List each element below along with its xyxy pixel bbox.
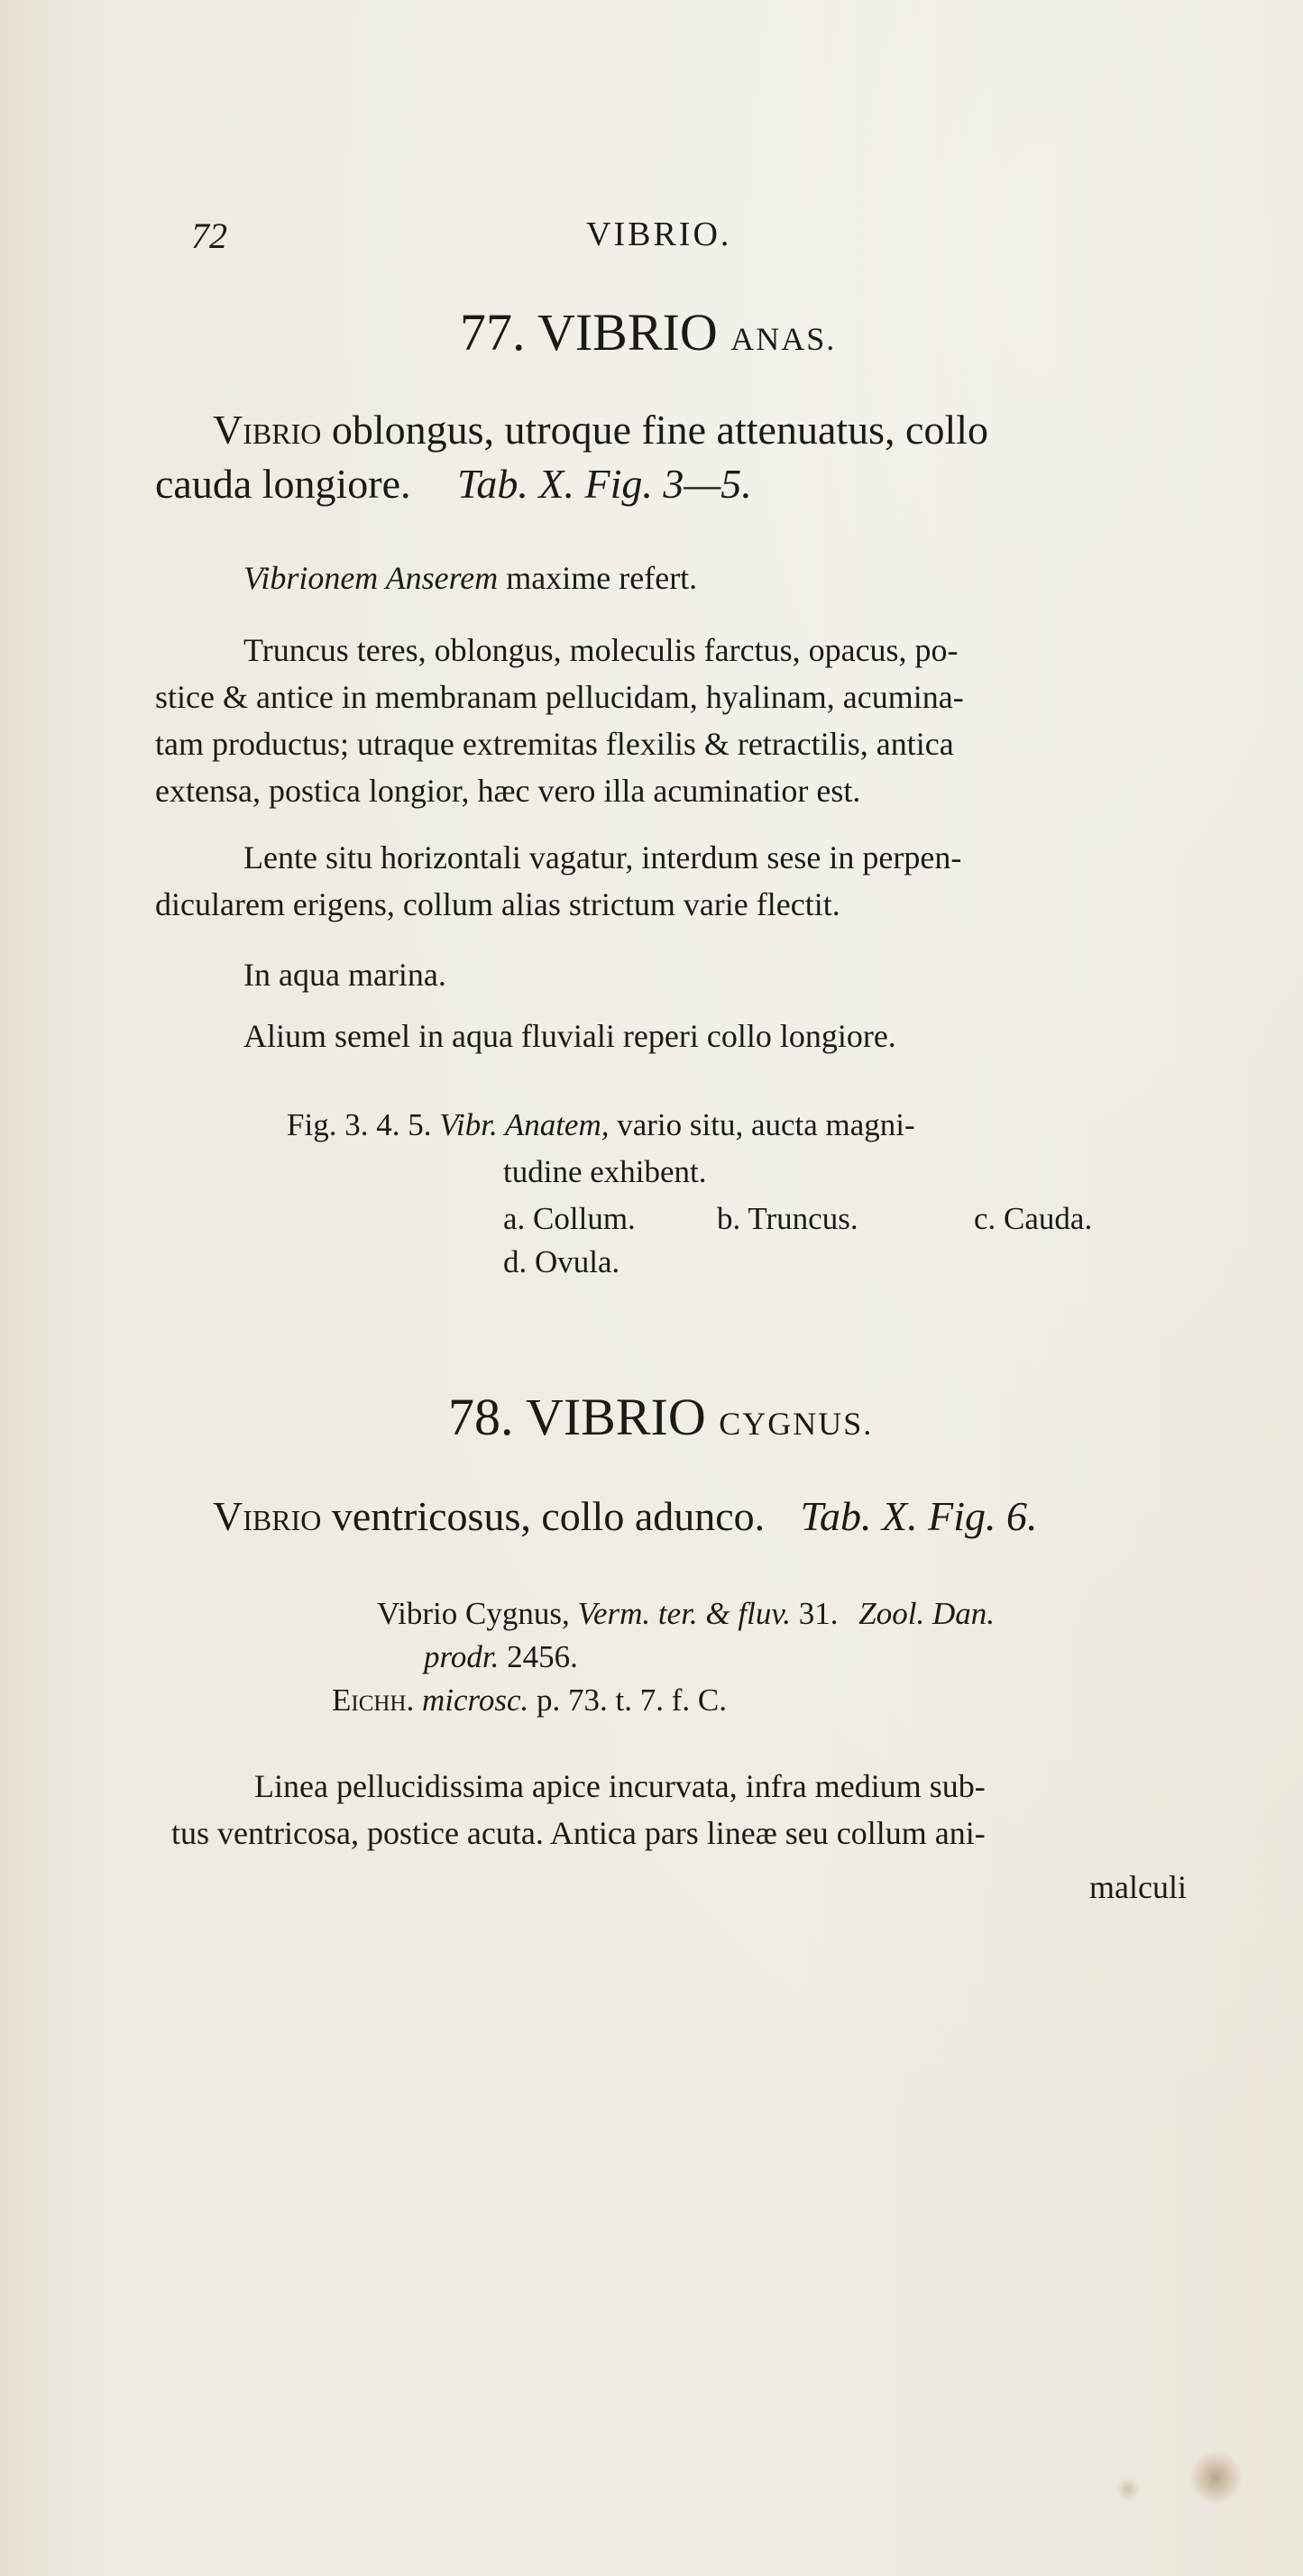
foxing-stain xyxy=(1116,2478,1140,2501)
figure-key-b: b. Truncus. xyxy=(717,1201,858,1236)
desc-line: stice & antice in membranam pellucidam, hyalinam, acumina- xyxy=(155,679,964,715)
reference-line-1: Vibrio Cygnus, Verm. ter. & fluv. 31. Zool. Dan. xyxy=(377,1596,996,1631)
reference-line-2: prodr. 2456. xyxy=(424,1639,578,1674)
figure-key-a: a. Collum. xyxy=(503,1201,636,1236)
section-78-desc-line: Linea pellucidissima apice incurvata, infra medium sub- xyxy=(254,1768,986,1804)
catchword: malculi xyxy=(1089,1869,1187,1905)
section-78-diagnosis: Vibrio ventricosus, collo adunco. Tab. X. Fig. 6. xyxy=(213,1493,1038,1539)
desc-line: Truncus teres, oblongus, moleculis farctus, opacus, po- xyxy=(243,632,959,668)
section-77-synonym: Vibrionem Anserem maxime refert. xyxy=(243,560,698,596)
desc-line: extensa, postica longior, hæc vero illa acuminatior est. xyxy=(155,773,861,809)
page-number: 72 xyxy=(191,215,227,256)
foxing-stain xyxy=(1188,2451,1243,2505)
running-head: VIBRIO. xyxy=(586,215,732,253)
figure-caption-line-1: Fig. 3. 4. 5. Vibr. Anatem, vario situ, aucta magni- xyxy=(287,1107,915,1142)
figure-caption-line-2: tudine exhibent. xyxy=(503,1154,707,1189)
figure-key-c: c. Cauda. xyxy=(974,1201,1093,1236)
note: Alium semel in aqua fluviali reperi collo longiore. xyxy=(243,1018,896,1054)
page-header xyxy=(0,215,1303,269)
desc-line: tam productus; utraque extremitas flexilis & retractilis, antica xyxy=(155,726,954,762)
section-77-diagnosis-line-2: cauda longiore. Tab. X. Fig. 3—5. xyxy=(155,461,752,507)
motion-line: Lente situ horizontali vagatur, interdum sese in perpen- xyxy=(243,839,962,875)
section-78-title: 78. VIBRIO CYGNUS. xyxy=(448,1388,874,1446)
section-77-diagnosis-line-1: Vibrio oblongus, utroque fine attenuatus, collo xyxy=(213,407,989,453)
section-78-desc-line: tus ventricosa, postice acuta. Antica pars lineæ seu collum ani- xyxy=(171,1815,986,1851)
motion-line: dicularem erigens, collum alias strictum varie flectit. xyxy=(155,886,840,922)
figure-key-d: d. Ovula. xyxy=(503,1244,620,1279)
section-77-title: 77. VIBRIO ANAS. xyxy=(460,303,837,362)
habitat: In aqua marina. xyxy=(243,957,446,993)
reference-line-3: Eichh. microsc. p. 73. t. 7. f. C. xyxy=(332,1682,727,1718)
